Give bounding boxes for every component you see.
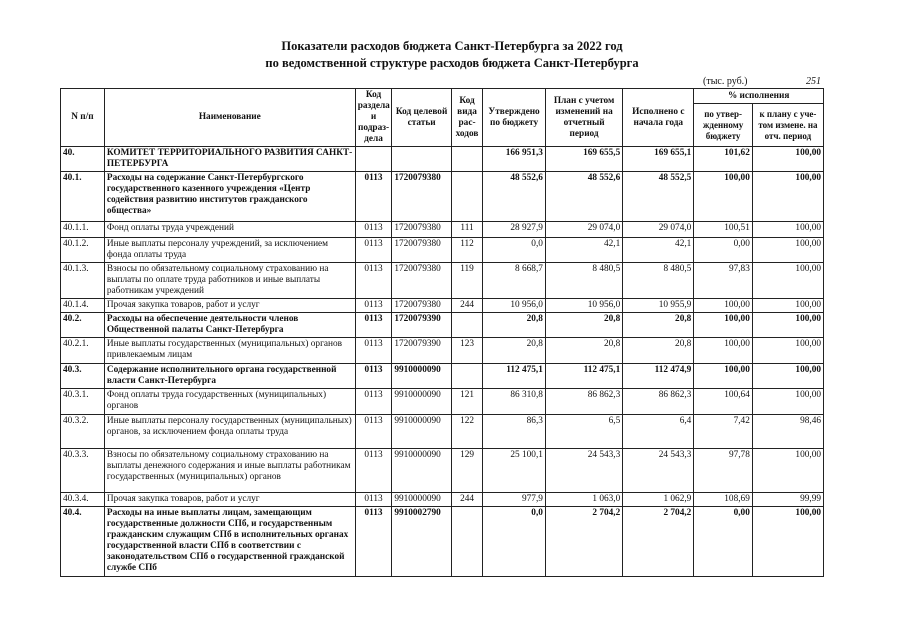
cell-plan: 86 862,3 [545,389,622,415]
cell-num: 40.3.4. [61,493,105,507]
cell-approved: 166 951,3 [483,147,546,172]
col-header-section: Код раздела и подраз-дела [355,89,392,147]
cell-approved: 48 552,6 [483,172,546,222]
cell-name: Иные выплаты государственных (муниципальных) органов привлекаемым лицам [104,338,355,364]
cell-pct-plan: 98,46 [752,415,823,449]
cell-target-code: 1720079380 [392,299,452,313]
cell-pct-approved: 100,00 [694,313,753,338]
cell-executed: 48 552,5 [623,172,694,222]
col-header-num: N п/п [61,89,105,147]
cell-pct-plan: 100,00 [752,313,823,338]
cell-target-code: 9910002790 [392,507,452,577]
cell-pct-approved: 100,00 [694,338,753,364]
cell-kind-code [451,147,482,172]
table-row [61,147,824,172]
cell-name: Фонд оплаты труда учреждений [104,222,355,238]
col-header-plan: План с учетом изменений на отчетный период [545,89,622,147]
cell-pct-approved: 97,78 [694,449,753,493]
cell-num: 40.3.1. [61,389,105,415]
cell-section-code: 0113 [355,493,392,507]
cell-approved: 86 310,8 [483,389,546,415]
cell-target-code [392,147,452,172]
cell-name: Прочая закупка товаров, работ и услуг [104,493,355,507]
col-header-name: Наименование [104,89,355,147]
cell-plan: 10 956,0 [545,299,622,313]
cell-pct-plan: 100,00 [752,299,823,313]
cell-executed: 20,8 [623,313,694,338]
table-row [61,238,824,263]
units-label: (тыс. руб.) [703,76,748,87]
cell-section-code: 0113 [355,507,392,577]
cell-pct-plan: 100,00 [752,222,823,238]
cell-kind-code [451,313,482,338]
cell-target-code: 1720079380 [392,263,452,299]
cell-num: 40.1.4. [61,299,105,313]
table-row [61,507,824,577]
cell-num: 40.4. [61,507,105,577]
cell-section-code: 0113 [355,364,392,389]
cell-executed: 2 704,2 [623,507,694,577]
cell-executed: 42,1 [623,238,694,263]
table-row [61,389,824,415]
table-row [61,364,824,389]
cell-plan: 6,5 [545,415,622,449]
cell-num: 40. [61,147,105,172]
table-body [61,147,824,577]
cell-pct-plan: 100,00 [752,338,823,364]
cell-plan: 112 475,1 [545,364,622,389]
cell-approved: 8 668,7 [483,263,546,299]
table-row [61,415,824,449]
col-header-pct-approved: по утвер-жденному бюджету [694,104,753,147]
cell-plan: 20,8 [545,338,622,364]
cell-num: 40.3.2. [61,415,105,449]
cell-pct-plan: 100,00 [752,389,823,415]
cell-executed: 10 955,9 [623,299,694,313]
cell-kind-code: 129 [451,449,482,493]
cell-kind-code: 112 [451,238,482,263]
col-header-pct-group: % исполнения [694,89,824,104]
cell-name: Прочая закупка товаров, работ и услуг [104,299,355,313]
cell-num: 40.2.1. [61,338,105,364]
cell-section-code [355,147,392,172]
cell-name: Иные выплаты персоналу учреждений, за исключением фонда оплаты труда [104,238,355,263]
cell-plan: 24 543,3 [545,449,622,493]
cell-kind-code [451,172,482,222]
cell-plan: 1 063,0 [545,493,622,507]
cell-name: Расходы на содержание Санкт-Петербургского государственного казенного учреждения «Центр содействия развитию институтов гражданского общества» [104,172,355,222]
cell-target-code: 1720079380 [392,238,452,263]
cell-section-code: 0113 [355,415,392,449]
table-row [61,338,824,364]
cell-kind-code: 122 [451,415,482,449]
cell-executed: 20,8 [623,338,694,364]
cell-approved: 86,3 [483,415,546,449]
cell-kind-code: 123 [451,338,482,364]
cell-name: Взносы по обязательному социальному страхованию на выплаты денежного содержания и иные выплаты работникам государственных (муниципальных) органов [104,449,355,493]
cell-pct-approved: 100,00 [694,172,753,222]
document-title [0,38,904,72]
cell-plan: 2 704,2 [545,507,622,577]
cell-num: 40.1.3. [61,263,105,299]
cell-executed: 169 655,1 [623,147,694,172]
cell-approved: 20,8 [483,338,546,364]
table-row [61,222,824,238]
cell-name: Расходы на обеспечение деятельности членов Общественной палаты Санкт-Петербурга [104,313,355,338]
title-line-2: по ведомственной структуре расходов бюджета Санкт-Петербурга [265,56,639,70]
table-row [61,313,824,338]
cell-plan: 169 655,5 [545,147,622,172]
cell-approved: 10 956,0 [483,299,546,313]
table-row [61,299,824,313]
cell-section-code: 0113 [355,299,392,313]
cell-num: 40.1.1. [61,222,105,238]
page-number: 251 [806,76,821,87]
cell-num: 40.3.3. [61,449,105,493]
cell-approved: 112 475,1 [483,364,546,389]
cell-plan: 20,8 [545,313,622,338]
cell-plan: 48 552,6 [545,172,622,222]
cell-executed: 8 480,5 [623,263,694,299]
cell-name: Фонд оплаты труда государственных (муниципальных) органов [104,389,355,415]
table-row [61,493,824,507]
cell-approved: 977,9 [483,493,546,507]
cell-pct-plan: 100,00 [752,238,823,263]
cell-pct-approved: 0,00 [694,507,753,577]
cell-kind-code [451,507,482,577]
table-row [61,449,824,493]
cell-target-code: 1720079390 [392,313,452,338]
cell-pct-plan: 100,00 [752,263,823,299]
cell-executed: 24 543,3 [623,449,694,493]
cell-executed: 1 062,9 [623,493,694,507]
cell-executed: 112 474,9 [623,364,694,389]
cell-pct-plan: 100,00 [752,449,823,493]
col-header-approved: Утверждено по бюджету [483,89,546,147]
cell-pct-approved: 100,51 [694,222,753,238]
cell-plan: 29 074,0 [545,222,622,238]
cell-section-code: 0113 [355,263,392,299]
cell-pct-approved: 101,62 [694,147,753,172]
cell-pct-plan: 100,00 [752,147,823,172]
cell-approved: 25 100,1 [483,449,546,493]
cell-target-code: 9910000090 [392,389,452,415]
cell-pct-approved: 100,00 [694,299,753,313]
expenses-table [60,88,824,577]
cell-kind-code: 244 [451,299,482,313]
cell-pct-plan: 100,00 [752,364,823,389]
cell-pct-plan: 100,00 [752,507,823,577]
cell-name: Иные выплаты персоналу государственных (муниципальных) органов, за исключением фонда оплаты труда [104,415,355,449]
cell-pct-plan: 99,99 [752,493,823,507]
cell-section-code: 0113 [355,389,392,415]
cell-section-code: 0113 [355,172,392,222]
cell-kind-code [451,364,482,389]
cell-approved: 0,0 [483,507,546,577]
cell-executed: 29 074,0 [623,222,694,238]
cell-num: 40.3. [61,364,105,389]
cell-pct-approved: 100,64 [694,389,753,415]
cell-section-code: 0113 [355,449,392,493]
table-row [61,172,824,222]
cell-section-code: 0113 [355,222,392,238]
cell-section-code: 0113 [355,338,392,364]
cell-kind-code: 244 [451,493,482,507]
cell-section-code: 0113 [355,238,392,263]
cell-section-code: 0113 [355,313,392,338]
cell-kind-code: 121 [451,389,482,415]
cell-approved: 20,8 [483,313,546,338]
cell-name: Расходы на иные выплаты лицам, замещающим государственные должности СПб, и государственным гражданским служащим СПб в исполнительных органах государственной власти СПб в соответствии с законодательством СПб о государственной гражданской службе СПб [104,507,355,577]
cell-name: Взносы по обязательному социальному страхованию на выплаты по оплате труда работников и иные выплаты работникам учреждений [104,263,355,299]
cell-executed: 86 862,3 [623,389,694,415]
cell-pct-approved: 0,00 [694,238,753,263]
table-row [61,263,824,299]
cell-num: 40.1. [61,172,105,222]
cell-target-code: 9910000090 [392,415,452,449]
cell-kind-code: 111 [451,222,482,238]
col-header-kind: Код вида рас-ходов [451,89,482,147]
cell-num: 40.2. [61,313,105,338]
cell-plan: 8 480,5 [545,263,622,299]
cell-num: 40.1.2. [61,238,105,263]
cell-pct-approved: 100,00 [694,364,753,389]
cell-approved: 0,0 [483,238,546,263]
col-header-executed: Исполнено с начала года [623,89,694,147]
cell-name: КОМИТЕТ ТЕРРИТОРИАЛЬНОГО РАЗВИТИЯ САНКТ-ПЕТЕРБУРГА [104,147,355,172]
cell-target-code: 1720079390 [392,338,452,364]
col-header-target: Код целевой статьи [392,89,452,147]
cell-target-code: 9910000090 [392,364,452,389]
cell-pct-plan: 100,00 [752,172,823,222]
cell-kind-code: 119 [451,263,482,299]
cell-name: Содержание исполнительного органа государственной власти Санкт-Петербурга [104,364,355,389]
cell-pct-approved: 108,69 [694,493,753,507]
cell-target-code: 9910000090 [392,493,452,507]
cell-pct-approved: 7,42 [694,415,753,449]
title-line-1: Показатели расходов бюджета Санкт-Петербурга за 2022 год [281,39,623,53]
col-header-pct-plan: к плану с уче-том измене. на отч. период [752,104,823,147]
cell-executed: 6,4 [623,415,694,449]
cell-target-code: 9910000090 [392,449,452,493]
cell-target-code: 1720079380 [392,172,452,222]
cell-pct-approved: 97,83 [694,263,753,299]
cell-target-code: 1720079380 [392,222,452,238]
cell-plan: 42,1 [545,238,622,263]
cell-approved: 28 927,9 [483,222,546,238]
